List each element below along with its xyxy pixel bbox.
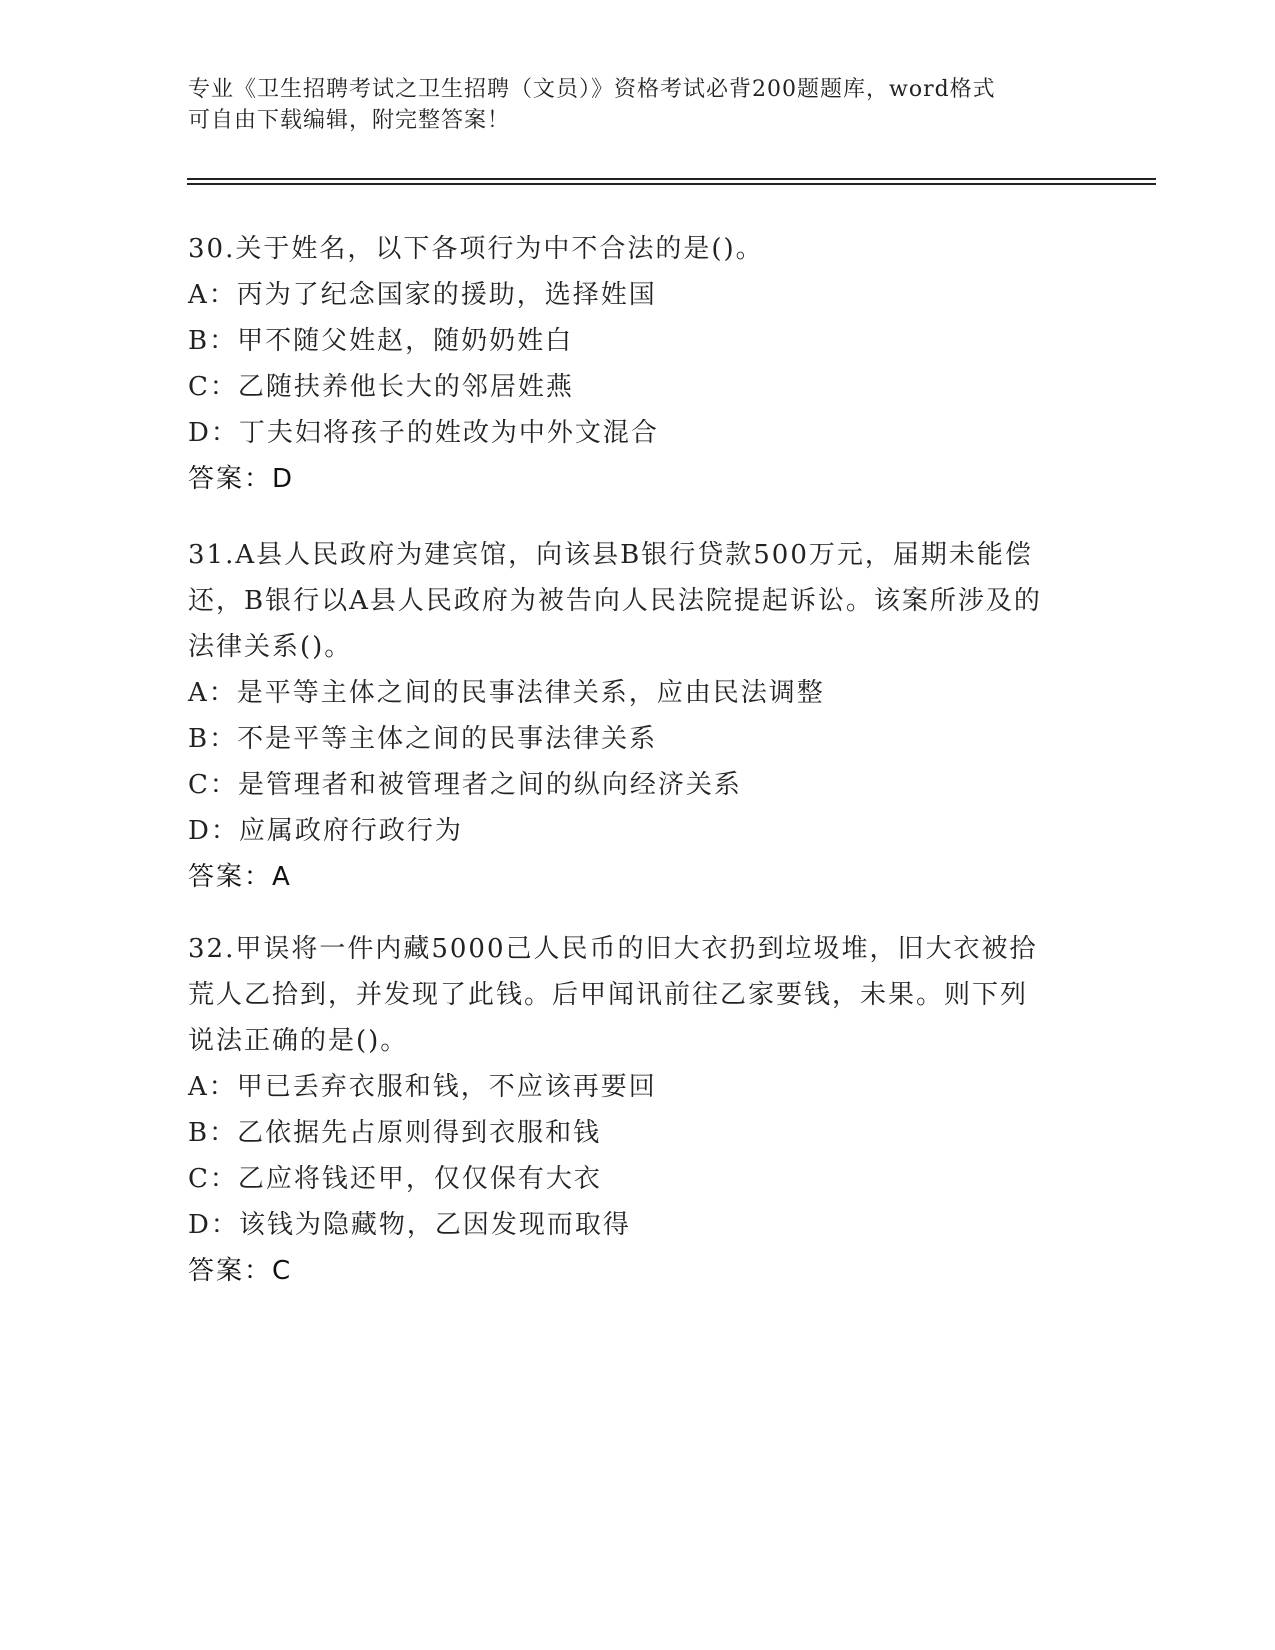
header-line-2: 可自由下载编辑，附完整答案！ — [188, 108, 511, 133]
answer-label: 答案： — [188, 1256, 273, 1286]
header-line-1: 专业《卫生招聘考试之卫生招聘（文员）》资格考试必背200题题库，word格式 — [188, 77, 996, 102]
option-d: D：该钱为隐藏物，乙因发现而取得 — [188, 1210, 631, 1240]
option-b: B：乙依据先占原则得到衣服和钱 — [188, 1118, 602, 1148]
option-d: D：应属政府行政行为 — [188, 816, 463, 846]
option-b: B：甲不随父姓赵，随奶奶姓白 — [188, 326, 574, 356]
option-d: D：丁夫妇将孩子的姓改为中外文混合 — [188, 418, 659, 448]
answer-line — [188, 1248, 1088, 1294]
answer-line — [188, 456, 1088, 502]
document-header — [188, 74, 1068, 136]
question-stem-line-1: 31.A县人民政府为建宾馆，向该县B银行贷款500万元，届期未能偿 — [188, 540, 1033, 570]
question-stem: 30.关于姓名，以下各项行为中不合法的是()。 — [188, 234, 764, 264]
option-a: A：甲已丢弃衣服和钱，不应该再要回 — [188, 1072, 657, 1102]
answer-label: 答案： — [188, 464, 273, 494]
option-a: A：是平等主体之间的民事法律关系，应由民法调整 — [188, 678, 825, 708]
question-stem-line-1: 32.甲误将一件内藏5000己人民币的旧大衣扔到垃圾堆，旧大衣被拾 — [188, 934, 1038, 964]
option-a: A：丙为了纪念国家的援助，选择姓国 — [188, 280, 657, 310]
answer-label: 答案： — [188, 862, 273, 892]
answer-line — [188, 854, 1088, 900]
question-stem-line-2: 还，B银行以A县人民政府为被告向人民法院提起诉讼。该案所涉及的 — [188, 586, 1042, 616]
option-b: B：不是平等主体之间的民事法律关系 — [188, 724, 658, 754]
question-stem-line-3: 法律关系()。 — [188, 632, 353, 662]
question-32 — [188, 926, 1088, 1294]
question-30 — [188, 226, 1088, 502]
header-divider-bottom — [187, 183, 1156, 185]
header-divider-top — [187, 178, 1156, 180]
question-31 — [188, 532, 1088, 900]
question-stem-line-3: 说法正确的是()。 — [188, 1026, 409, 1056]
answer-value: A — [272, 862, 290, 892]
option-c: C：乙应将钱还甲，仅仅保有大衣 — [188, 1164, 602, 1194]
option-c: C：是管理者和被管理者之间的纵向经济关系 — [188, 770, 742, 800]
answer-value: C — [272, 1256, 291, 1286]
option-c: C：乙随扶养他长大的邻居姓燕 — [188, 372, 574, 402]
answer-value: D — [272, 464, 293, 494]
question-stem-line-2: 荒人乙拾到，并发现了此钱。后甲闻讯前往乙家要钱，未果。则下列 — [188, 980, 1029, 1010]
